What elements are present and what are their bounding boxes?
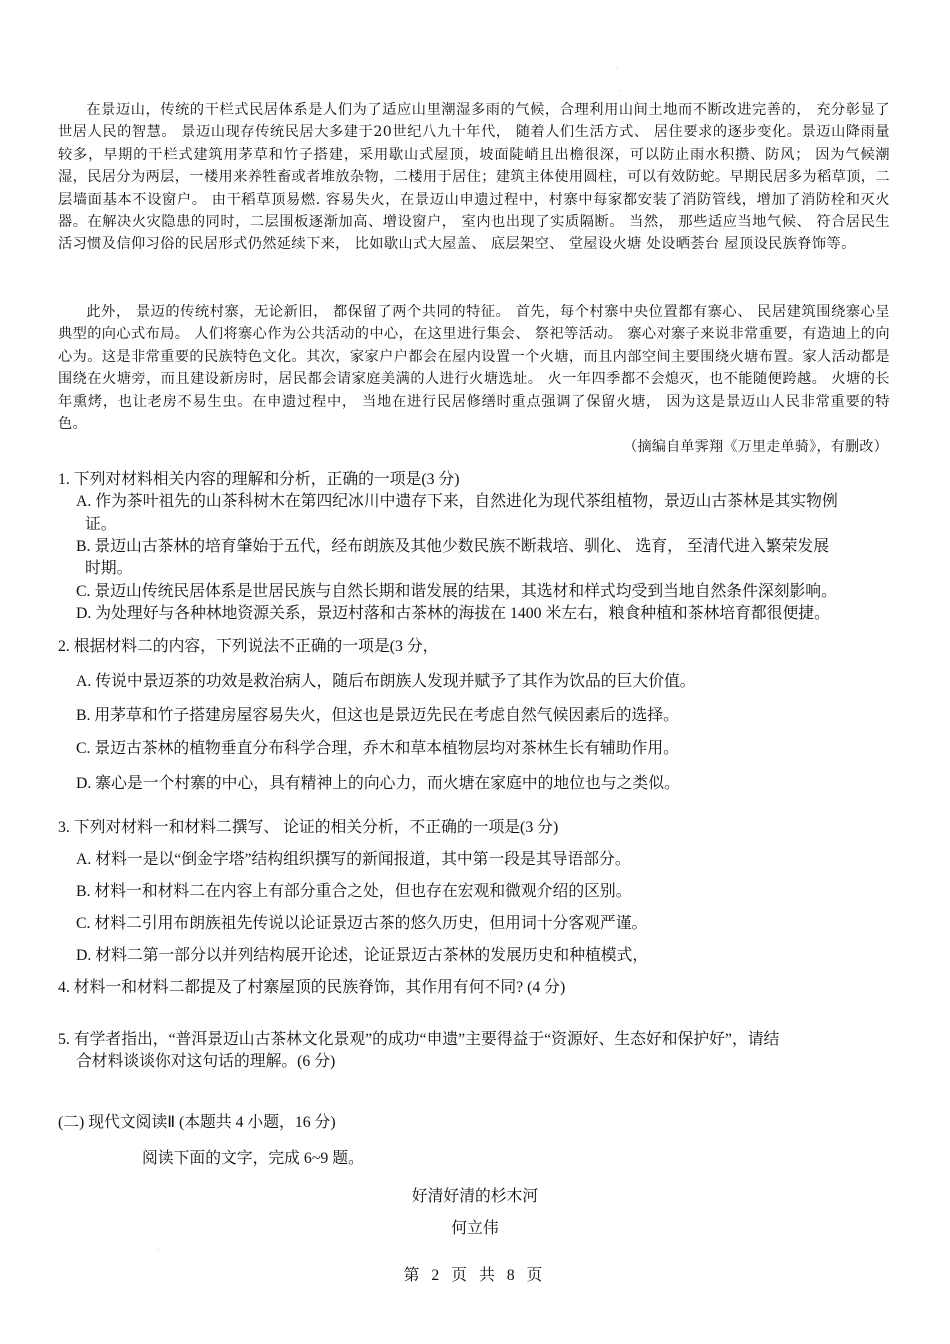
question-3-stem: 3. 下列对材料一和材料二撰写、 论证的相关分析，不正确的一项是(3 分) [58,819,559,836]
section-instruction: 阅读下面的文字，完成 6~9 题。 [142,1150,364,1167]
question-2-stem: 2. 根据材料二的内容，下列说法不正确的一项是(3 分， [58,638,439,655]
question-2-option-a: A. 传说中景迈茶的功效是救治病人，随后布朗族人发现并赋予了其作为饮品的巨大价值。 [76,673,696,690]
scan-speck: · [620,88,622,95]
question-1-stem: 1. 下列对材料相关内容的理解和分析，正确的一项是(3 分) [58,471,460,488]
question-1-option-b: B. 景迈山古茶林的培育肇始于五代，经布朗族及其他少数民族不断栽培、驯化、 选育， 至清代进入繁荣发展 [76,538,829,555]
question-1-option-b-cont: 时期。 [85,560,133,577]
question-1-option-a-cont: 证。 [85,516,117,533]
question-1-option-d: D. 为处理好与各种林地资源关系，景迈村落和古茶林的海拔在 1400 米左右，粮食种植和茶林培育都很便捷。 [76,605,830,622]
option-line: A. 作为茶叶祖先的山茶科树木在第四纪冰川中遗存下来，自然进化为现代茶组植物，景迈山古茶林是其实物例 [76,493,838,510]
question-2-option-b: B. 用茅草和竹子搭建房屋容易失火，但这也是景迈先民在考虑自然气候因素后的选择。 [76,707,679,724]
question-2-option-d: D. 寨心是一个村寨的中心，具有精神上的向心力，而火塘在家庭中的地位也与之类似。 [76,775,680,792]
page-number: 第 2 页 共 8 页 [403,1267,547,1284]
question-3-option-a: A. 材料一是以“倒金字塔”结构组织撰写的新闻报道，其中第一段是其导语部分。 [76,851,631,868]
scan-speck: · [158,1247,160,1254]
question-3-option-d: D. 材料二第一部分以并列结构展开论述，论证景迈古茶林的发展历史和种植模式， [76,947,649,964]
question-4-stem: 4. 材料一和材料二都提及了村寨屋顶的民族脊饰，其作用有何不同? (4 分) [58,979,566,996]
question-2-option-c: C. 景迈古茶林的植物垂直分布科学合理，乔木和草本植物层均对茶林生长有辅助作用。 [76,740,679,757]
question-3-option-c: C. 材料二引用布朗族祖先传说以论证景迈古茶的悠久历史，但用词十分客观严谨。 [76,915,648,932]
material-paragraph-1: 在景迈山，传统的干栏式民居体系是人们为了适应山里潮湿多雨的气候，合理利用山间土地而不断改进完善的， 充分彰显了世居人民的智慧。 景迈山现存传统民居大多建于20世纪八九十年代， 随着人们生活方式、 居住要求的逐步变化。景迈山降雨量较多，早期的干栏式建筑用茅草和竹子搭建，采用歇山式屋顶，坡面陡峭且出檐很深，可以防止雨水积攒、防风； 因为气候潮湿，民居分为两层，一楼用来养牲畜或者堆放杂物，二楼用于居住；建筑主体使用圆柱，可以有效防蛇。早期民居多为稻草顶，二层墙面基本不设窗户。 由干稻草顶易燃. 容易失火，在景迈山申遗过程中，村寨中每家都安装了消防管线，增加了消防栓和灭火器。在解决火灾隐患的同时，二层围板逐渐加高、增设窗户， 室内也出现了实质隔断。 当然， 那些适应当地气候、 符合居民生活习惯及信仰习俗的民居形式仍然延续下来， 比如歇山式大屋盖、 底层架空、 堂屋设火塘 处设晒荟台 屋顶设民族脊饰等。 [58,102,890,253]
question-3-option-b: B. 材料一和材料二在内容上有部分重合之处，但也存在宏观和微观介绍的区别。 [76,883,632,900]
scan-speck: · [616,66,618,73]
question-5-stem-cont: 合材料谈谈你对这句话的理解。(6 分) [76,1053,336,1070]
question-1-option-c: C. 景迈山传统民居体系是世居民族与自然长期和谐发展的结果，其选材和样式均受到当地自然条件深刻影响。 [76,583,837,600]
material-paragraph-2: 此外， 景迈的传统村寨，无论新旧， 都保留了两个共同的特征。 首先，每个村寨中央位置都有寨心、 民居建筑围绕寨心呈典型的向心式布局。 人们将寨心作为公共活动的中心，在这里进行集会、 祭祀等活动。 寨心对寨子来说非常重要，有造迪上的向心为。这是非常重要的民族特色文化。其次，家家户户都会在屋内设置一个火塘，而且内部空间主要围绕火塘布置。家人活动都是围绕在火塘旁，而且建设新房时，居民都会请家庭美满的人进行火塘选址。 火一年四季都不会熄灭，也不能随便跨越。 火塘的长年熏烤，也让老房不易生虫。在申遗过程中， 当地在进行民居修缮时重点强调了保留火塘， 因为这是景迈山人民非常重要的特色。 [58,304,890,433]
question-1-option-a [76,491,891,514]
question-5-stem: 5. 有学者指出，“普洱景迈山古茶林文化景观”的成功“申遗”主要得益于“资源好、生态好和保护好”，请结 [58,1031,780,1048]
article-author: 何立伟 [451,1220,499,1237]
article-title: 好清好清的杉木河 [411,1188,539,1205]
section-heading: (二) 现代文阅读Ⅱ (本题共 4 小题，16 分) [58,1114,336,1131]
source-citation: （摘编自单霁翔《万里走单骑》，有删改） [623,439,888,455]
